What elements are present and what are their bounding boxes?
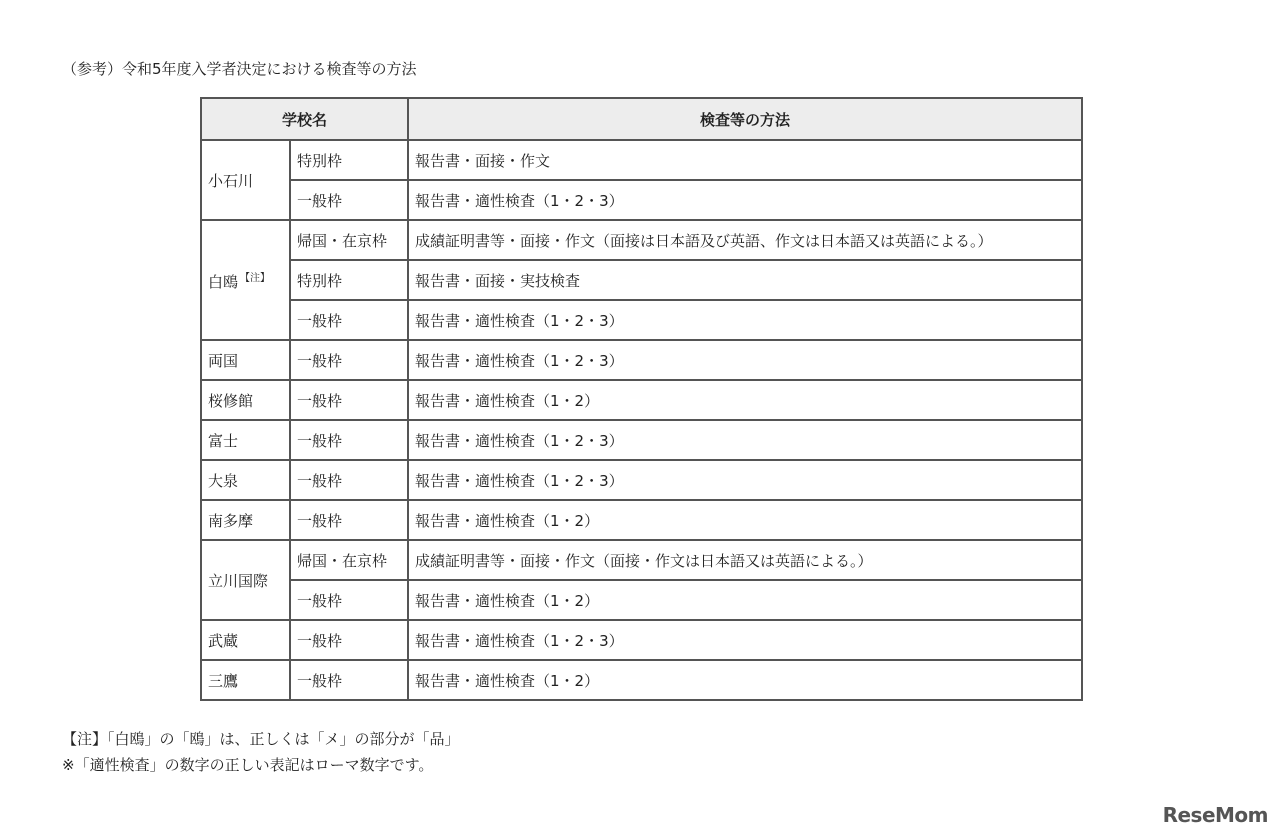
method-cell: 報告書・適性検査（1・2・3） <box>408 420 1082 460</box>
school-note-marker: 【注】 <box>240 272 271 284</box>
category-cell: 一般枠 <box>290 420 408 460</box>
category-cell: 帰国・在京枠 <box>290 540 408 580</box>
category-cell: 特別枠 <box>290 140 408 180</box>
table-row <box>201 500 1082 540</box>
table-row <box>201 340 1082 380</box>
table-row <box>201 580 1082 620</box>
category-cell: 一般枠 <box>290 580 408 620</box>
school-name-cell <box>201 620 290 660</box>
school-name: 白鴎 <box>208 272 239 291</box>
exam-method-table <box>200 97 1083 701</box>
category-cell: 一般枠 <box>290 460 408 500</box>
school-name: 桜修館 <box>208 391 254 410</box>
school-name: 南多摩 <box>208 511 254 530</box>
category-cell: 特別枠 <box>290 260 408 300</box>
category-cell: 一般枠 <box>290 660 408 700</box>
category-cell: 帰国・在京枠 <box>290 220 408 260</box>
table-body <box>201 140 1082 700</box>
table-row <box>201 180 1082 220</box>
table-row <box>201 260 1082 300</box>
method-cell: 報告書・面接・作文 <box>408 140 1082 180</box>
table-row <box>201 380 1082 420</box>
header-school: 学校名 <box>201 98 408 140</box>
header-method: 検査等の方法 <box>408 98 1082 140</box>
method-cell: 報告書・適性検査（1・2・3） <box>408 180 1082 220</box>
resemom-logo: ReseMom <box>1162 803 1268 827</box>
school-name-cell <box>201 660 290 700</box>
school-name-cell <box>201 500 290 540</box>
school-name-cell <box>201 540 290 620</box>
school-name: 立川国際 <box>208 571 269 590</box>
table-row <box>201 420 1082 460</box>
school-name: 武蔵 <box>208 631 239 650</box>
method-cell: 報告書・適性検査（1・2） <box>408 380 1082 420</box>
method-cell: 報告書・適性検査（1・2） <box>408 500 1082 540</box>
footnote-1: 【注】「白鴎」の「鴎」は、正しくは「メ」の部分が「品」 <box>62 730 460 748</box>
method-cell: 報告書・適性検査（1・2・3） <box>408 620 1082 660</box>
method-cell: 報告書・適性検査（1・2・3） <box>408 300 1082 340</box>
school-name: 三鷹 <box>208 671 239 690</box>
method-cell: 報告書・適性検査（1・2・3） <box>408 340 1082 380</box>
table-row <box>201 620 1082 660</box>
school-name: 富士 <box>208 431 239 450</box>
table-row <box>201 140 1082 180</box>
category-cell: 一般枠 <box>290 380 408 420</box>
category-cell: 一般枠 <box>290 180 408 220</box>
school-name-cell <box>201 340 290 380</box>
method-cell: 成績証明書等・面接・作文（面接・作文は日本語又は英語による。） <box>408 540 1082 580</box>
table-row <box>201 660 1082 700</box>
footnote-2: ※「適性検査」の数字の正しい表記はローマ数字です。 <box>62 756 434 774</box>
school-name-cell <box>201 140 290 220</box>
method-cell: 報告書・適性検査（1・2） <box>408 580 1082 620</box>
category-cell: 一般枠 <box>290 620 408 660</box>
school-name: 大泉 <box>208 471 239 490</box>
school-name: 両国 <box>208 351 239 370</box>
school-name-cell <box>201 220 290 340</box>
school-name-cell <box>201 380 290 420</box>
method-cell: 報告書・適性検査（1・2） <box>408 660 1082 700</box>
method-cell: 報告書・面接・実技検査 <box>408 260 1082 300</box>
method-cell: 報告書・適性検査（1・2・3） <box>408 460 1082 500</box>
category-cell: 一般枠 <box>290 340 408 380</box>
footnotes <box>62 726 460 778</box>
method-cell: 成績証明書等・面接・作文（面接は日本語及び英語、作文は日本語又は英語による。） <box>408 220 1082 260</box>
table-row <box>201 460 1082 500</box>
school-name-cell <box>201 420 290 460</box>
table-row <box>201 540 1082 580</box>
table-row <box>201 300 1082 340</box>
school-name-cell <box>201 460 290 500</box>
category-cell: 一般枠 <box>290 500 408 540</box>
table-row <box>201 220 1082 260</box>
table-header-row <box>201 98 1082 140</box>
category-cell: 一般枠 <box>290 300 408 340</box>
school-name: 小石川 <box>208 171 254 190</box>
page-caption: （参考）令和5年度入学者決定における検査等の方法 <box>62 60 417 78</box>
